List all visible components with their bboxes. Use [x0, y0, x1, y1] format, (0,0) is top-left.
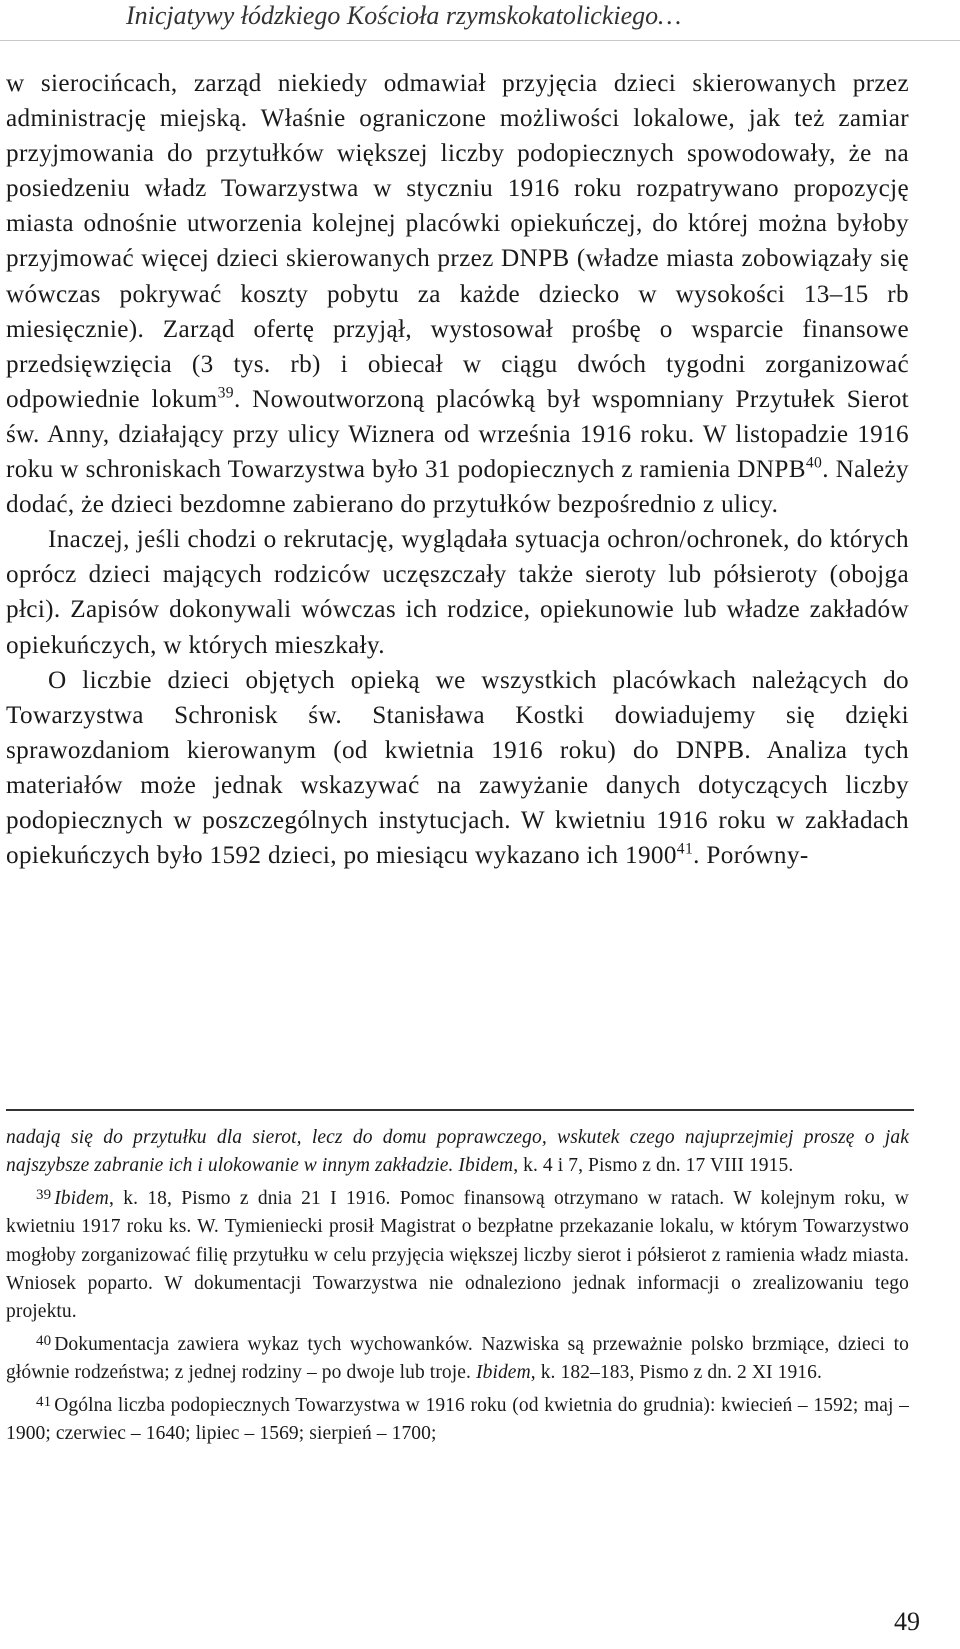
header-rule — [0, 40, 960, 41]
footnote-ref-39[interactable]: 39 — [217, 384, 234, 402]
footnote-continuation: nadają się do przytułku dla sierot, lecz do domu poprawczego, wskutek czego najuprzejmiej proszę o jak najszybsze zabranie ich i ulokowanie w innym zakładzie. Ibidem, k. 4 i 7, Pismo z dn. 17 VIII 1915. — [6, 1127, 909, 1177]
main-text — [6, 66, 909, 873]
footnote-41: $^{41}$ Ogólna liczba podopiecznych Towarzystwa w 1916 roku (od kwietnia do grudnia): kwiecień – 1592; maj – 1900; czerwiec – 1640; lipiec – 1569; sierpień – 1700; — [6, 1393, 909, 1445]
footnote-ref-40[interactable]: 40 — [805, 454, 823, 472]
paragraph-3: O liczbie dzieci objętych opieką we wszystkich placówkach należących do Towarzystwa Schronisk św. Stanisława Kostki dowiadujemy się dzięki sprawozdaniom kierowanym (od kwietnia 1916 roku) do DNPB. Analiza tych materiałów może jednak wskazywać na zawyżanie danych dotyczących liczby podopiecznych w poszczególnych instytucjach. W kwietniu 1916 roku w zakładach opiekuńczych było 1592 dzieci, po miesiącu wykazano ich 1900$^{41}$. Porówny- — [6, 666, 909, 870]
footnote-rule — [6, 1109, 914, 1111]
paragraph-2: Inaczej, jeśli chodzi o rekrutację, wyglądała sytuacja ochron/ochronek, do których oprócz dzieci mających rodziców uczęszczały także sieroty lub półsieroty (obojga płci). Zapisów dokonywali wówczas ich rodzice, opiekunowie lub władze zakładów opiekuńczych, w których mieszkały. — [6, 526, 909, 659]
footnotes — [6, 1124, 909, 1448]
running-head: Inicjatywy łódzkiego Kościoła rzymskokatolickiego… — [126, 1, 682, 30]
paragraph-1: w sierocińcach, zarząd niekiedy odmawiał przyjęcia dzieci skierowanych przez administrację miejską. Właśnie ograniczone możliwości lokalowe, jak też zamiar przyjmowania do przytułków większej liczby podopiecznych spowodowały, że na posiedzeniu władz Towarzystwa w styczniu 1916 roku rozpatrywano propozycję miasta odnośnie utworzenia kolejnej placówki opiekuńczej, do której można byłoby przyjmować więcej dzieci skierowanych przez DNPB (władze miasta zobowiązały się wówczas pokrywać koszty pobytu za każde dziecko w wysokości 13–15 rb miesięcznie). Zarząd ofertę przyjął, wystosował prośbę o wsparcie finansowe przedsięwzięcia (3 tys. rb) i obiecał w ciągu dwóch tygodni zorganizować odpowiednie lokum$^{39}$. Nowoutworzoną placówką był wspomniany Przytułek Sierot św. Anny, działający przy ulicy Wiznera od września 1916 roku. W listopadzie 1916 roku w schroniskach Towarzystwa było 31 podopiecznych z ramienia DNPB$^{40}$. Należy dodać, że dzieci bezdomne zabierano do przytułków bezpośrednio z ulicy. — [6, 70, 909, 519]
page-number: 49 — [894, 1607, 920, 1636]
footnote-39: $^{39}$ Ibidem, k. 18, Pismo z dnia 21 I 1916. Pomoc finansową otrzymano w ratach. W kolejnym roku, w kwietniu 1917 roku ks. W. Tymieniecki prosił Magistrat o bezpłatne przekazanie lokalu, w którym Towarzystwo mogłoby zorganizować filię przytułku w celu przyjęcia większej liczby sierot i półsierot z ramienia władz miasta. Wniosek poparto. W dokumentacji Towarzystwa nie odnaleziono jednak informacji o zrealizowaniu tego projektu. — [6, 1186, 909, 1323]
footnote-40: $^{40}$ Dokumentacja zawiera wykaz tych wychowanków. Nazwiska są przeważnie polsko brzmiące, dzieci to głównie rodzeństwa; z jednej rodziny – po dwoje lub troje. Ibidem, k. 182–183, Pismo z dn. 2 XI 1916. — [6, 1332, 909, 1384]
footnote-ref-41[interactable]: 41 — [676, 840, 694, 858]
